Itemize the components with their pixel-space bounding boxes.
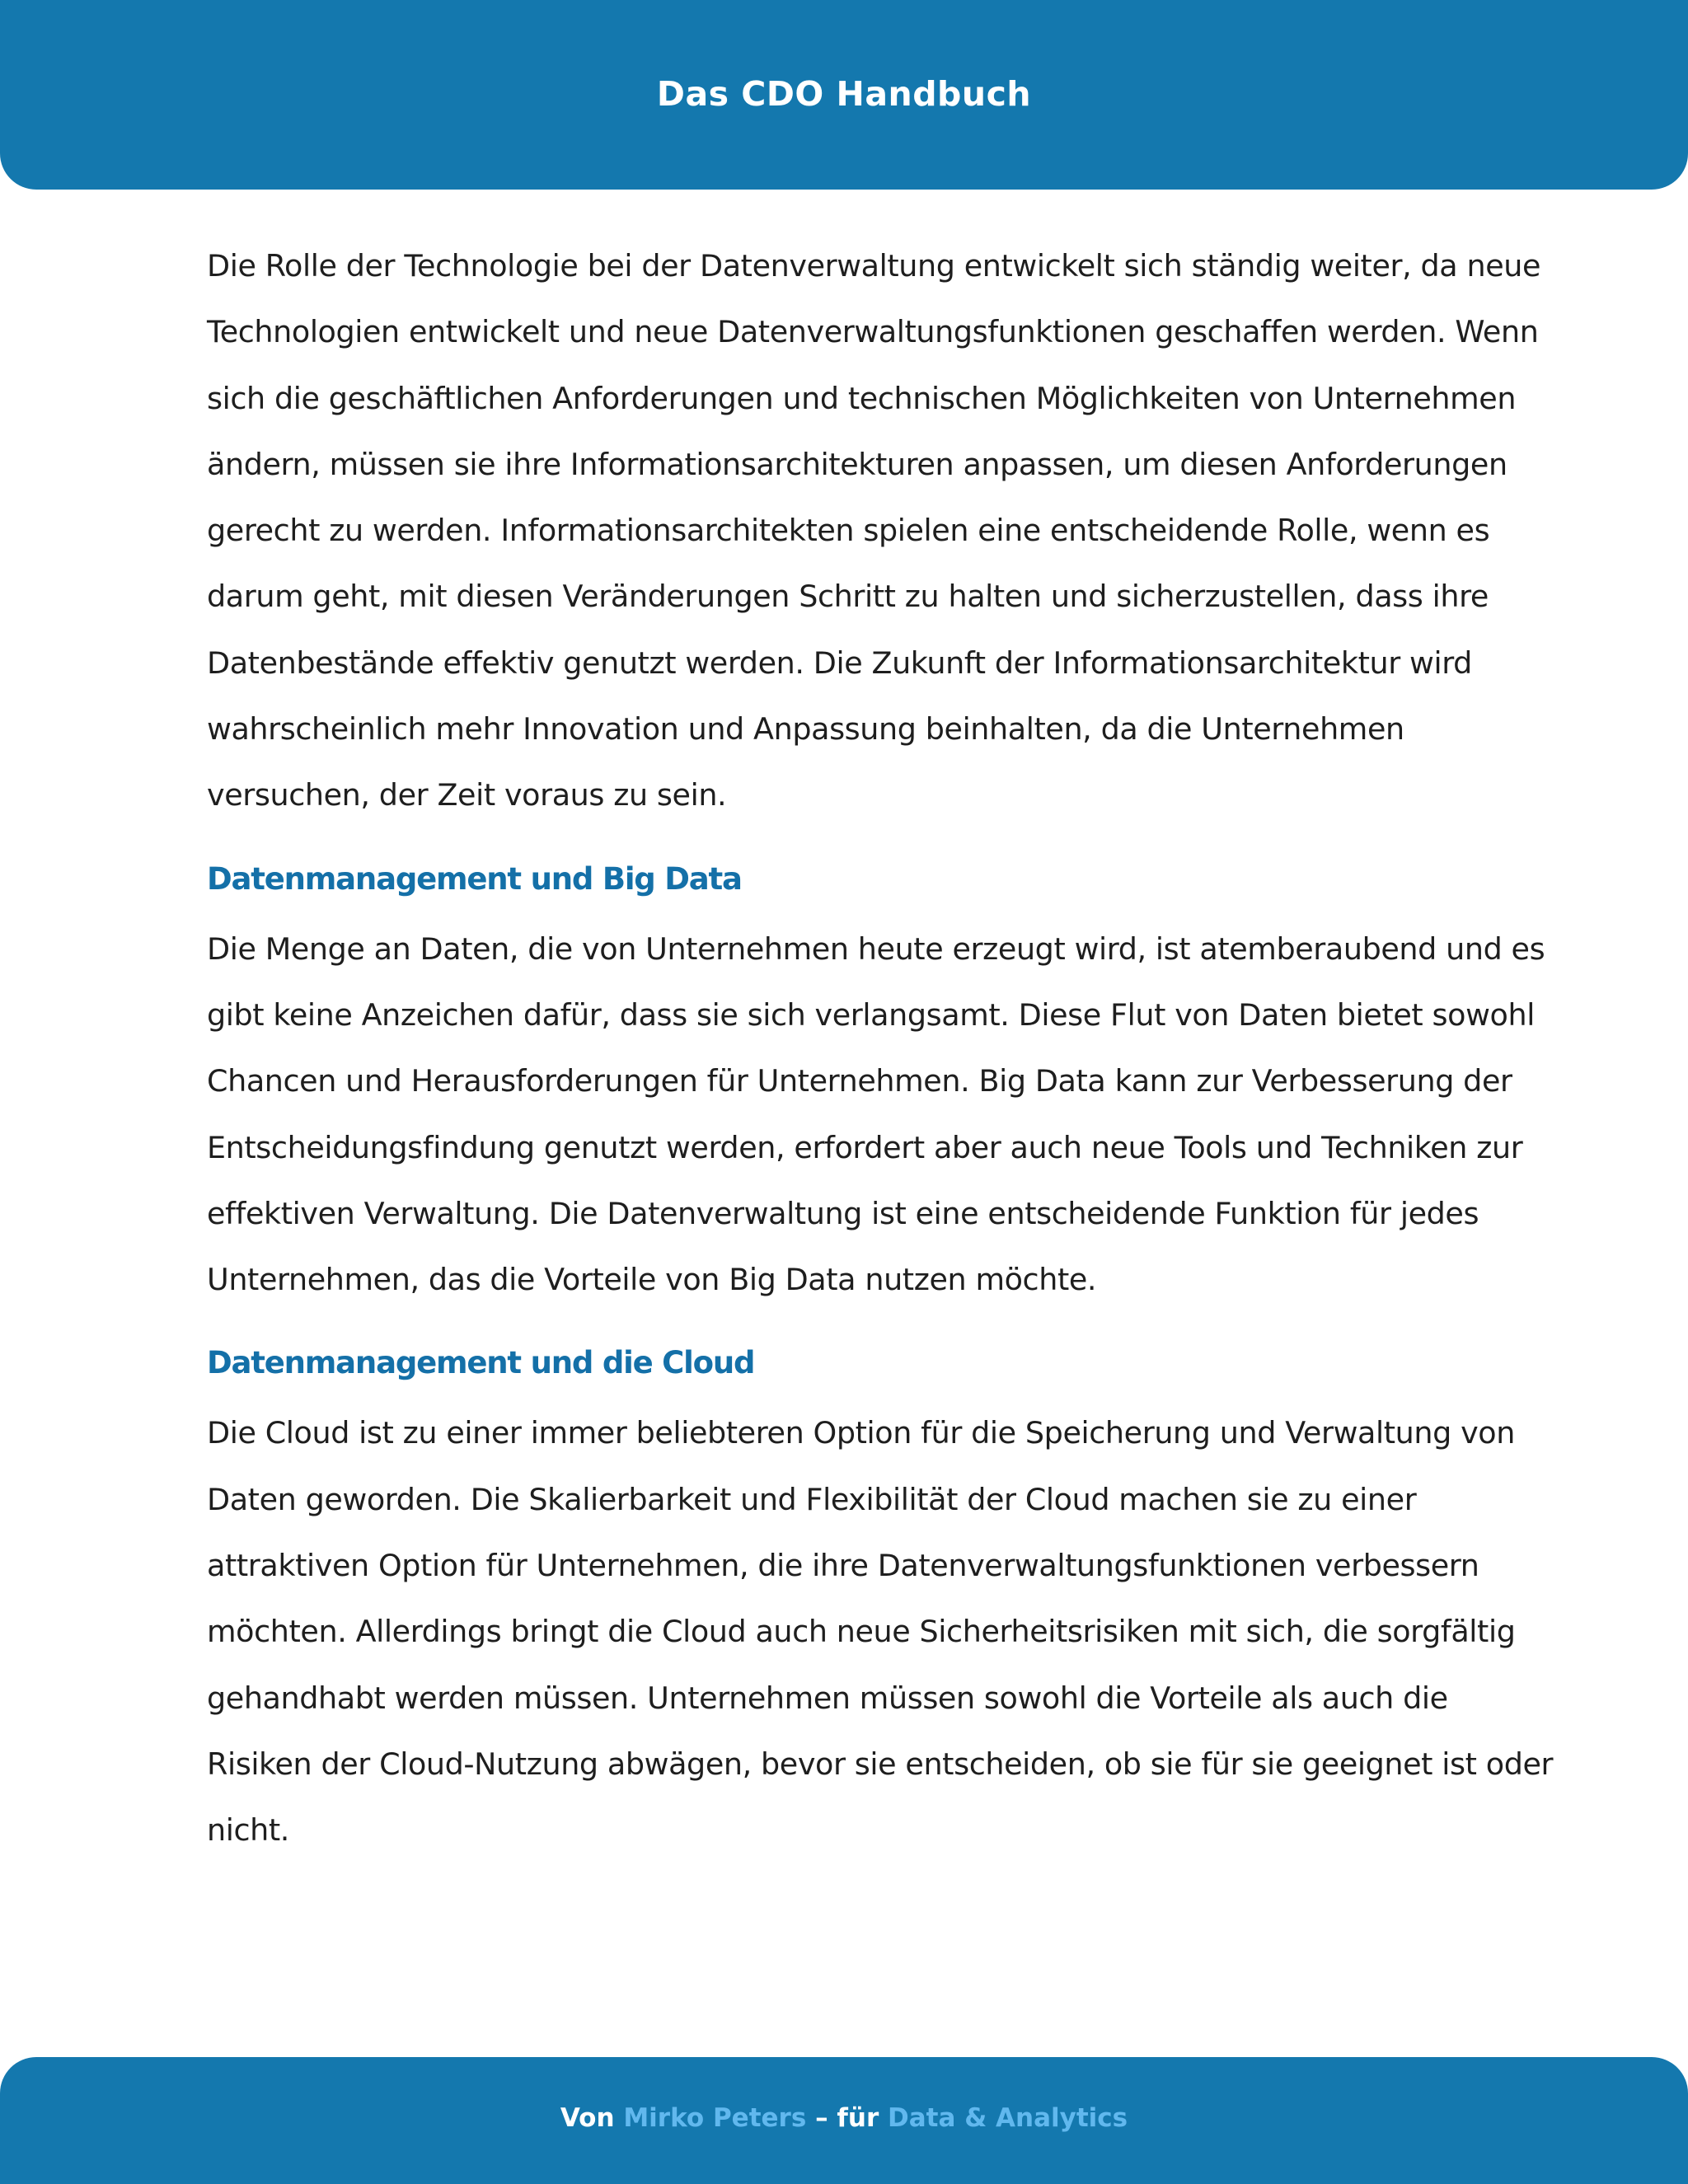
paragraph-line: Datenbestände effektiv genutzt werden. Die Zukunft der Informationsarchitektur wird	[207, 644, 1472, 681]
paragraph-line: nicht.	[207, 1812, 289, 1849]
paragraph-line: Entscheidungsfindung genutzt werden, erfordert aber auch neue Tools und Techniken zur	[207, 1129, 1523, 1165]
footer-prefix: Von	[560, 2103, 615, 2133]
page-footer-band	[0, 2057, 1688, 2184]
paragraph-line: ändern, müssen sie ihre Informationsarchitekturen anpassen, um diesen Anforderungen	[207, 446, 1507, 482]
paragraph-line: Technologien entwickelt und neue Datenverwaltungsfunktionen geschaffen werden. Wenn	[207, 314, 1539, 350]
paragraph-line: Daten geworden. Die Skalierbarkeit und Flexibilität der Cloud machen sie zu einer	[207, 1481, 1417, 1517]
intro-paragraph	[207, 233, 1541, 829]
paragraph-line: effektiven Verwaltung. Die Datenverwaltung ist eine entscheidende Funktion für jedes	[207, 1195, 1479, 1231]
paragraph-line: Risiken der Cloud-Nutzung abwägen, bevor sie entscheiden, ob sie für sie geeignet ist oder	[207, 1746, 1554, 1782]
cloud-paragraph	[207, 1400, 1554, 1863]
paragraph-line: gerecht zu werden. Informationsarchitekten spielen eine entscheidende Rolle, wenn es	[207, 513, 1490, 549]
paragraph-line: versuchen, der Zeit voraus zu sein.	[207, 777, 727, 813]
paragraph-line: möchten. Allerdings bringt die Cloud auch neue Sicherheitsrisiken mit sich, die sorgfältig	[207, 1614, 1516, 1650]
paragraph-line: Unternehmen, das die Vorteile von Big Data nutzen möchte.	[207, 1262, 1097, 1298]
paragraph-line: Die Menge an Daten, die von Unternehmen heute erzeugt wird, ist atemberaubend und es	[207, 930, 1545, 967]
paragraph-line: Chancen und Herausforderungen für Unternehmen. Big Data kann zur Verbesserung der	[207, 1063, 1512, 1099]
big-data-paragraph	[207, 916, 1545, 1314]
section-heading-cloud: Datenmanagement und die Cloud	[207, 1345, 755, 1381]
paragraph-line: wahrscheinlich mehr Innovation und Anpassung beinhalten, da die Unternehmen	[207, 711, 1404, 748]
page-header-band	[0, 0, 1688, 190]
paragraph-line: Die Cloud ist zu einer immer beliebteren Option für die Speicherung und Verwaltung von	[207, 1415, 1515, 1451]
paragraph-line: Die Rolle der Technologie bei der Datenverwaltung entwickelt sich ständig weiter, da neue	[207, 248, 1541, 284]
paragraph-line: gibt keine Anzeichen dafür, dass sie sich verlangsamt. Diese Flut von Daten bietet sowohl	[207, 996, 1535, 1033]
paragraph-line: darum geht, mit diesen Veränderungen Schritt zu halten und sicherzustellen, dass ihre	[207, 579, 1489, 615]
footer-author-link[interactable]: Mirko Peters	[623, 2103, 807, 2133]
main-content	[207, 233, 1554, 1864]
paragraph-line: sich die geschäftlichen Anforderungen und technischen Möglichkeiten von Unternehmen	[207, 380, 1517, 416]
footer-credit	[0, 2100, 1688, 2136]
paragraph-line: gehandhabt werden müssen. Unternehmen müssen sowohl die Vorteile als auch die	[207, 1680, 1448, 1716]
paragraph-line: attraktiven Option für Unternehmen, die ihre Datenverwaltungsfunktionen verbessern	[207, 1548, 1479, 1584]
section-heading-big-data: Datenmanagement und Big Data	[207, 860, 742, 897]
footer-separator: – für	[815, 2103, 879, 2133]
footer-brand-link[interactable]: Data & Analytics	[888, 2103, 1128, 2133]
header-title: Das CDO Handbuch	[656, 74, 1032, 114]
